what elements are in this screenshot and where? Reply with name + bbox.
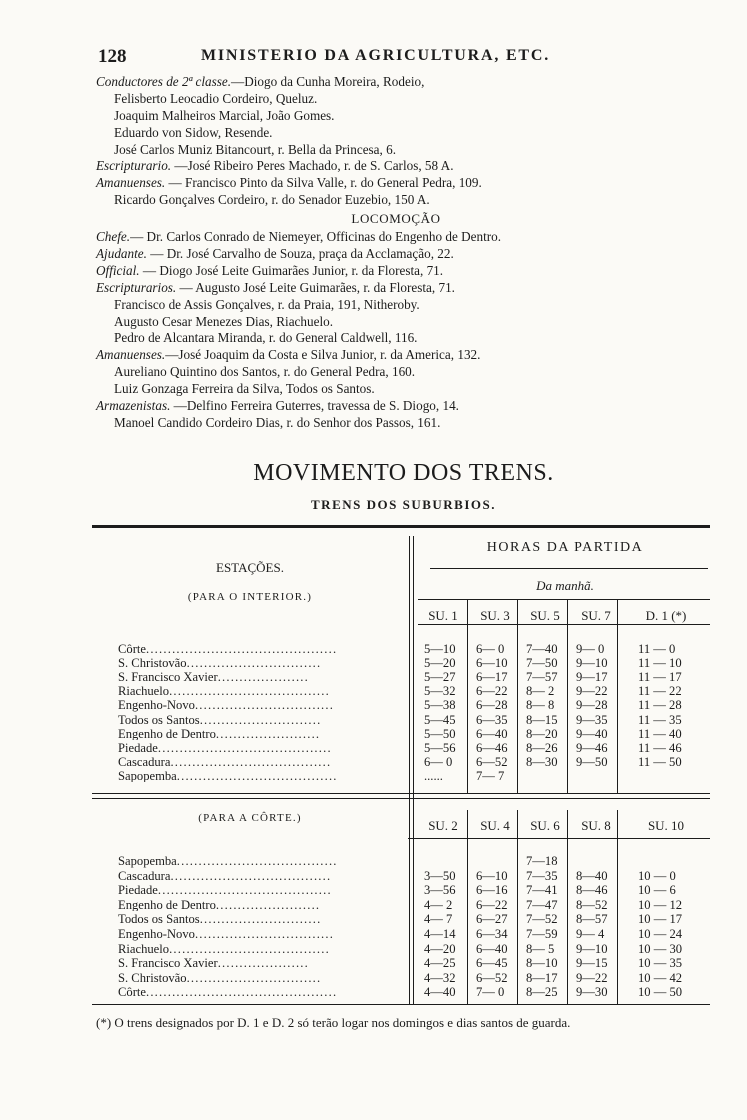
departure-time: 7—35 [526, 868, 558, 883]
departure-time: 6—52 [476, 754, 508, 769]
morning-label: Da manhã. [536, 578, 594, 593]
departure-time: 11 — 40 [638, 726, 682, 741]
column-divider [567, 810, 568, 1004]
station-label: S. Christovão [118, 657, 187, 670]
station-name [118, 943, 408, 956]
station-label: Engenho de Dentro [118, 898, 216, 912]
departure-time: 5—10 [424, 642, 456, 656]
station-label: Cascadura [118, 869, 171, 883]
departure-time: 9—22 [576, 684, 608, 699]
staff-line-text: Aureliano Quintino dos Santos, r. do General Pedra, 160. [114, 364, 416, 380]
station-name [118, 685, 408, 698]
station-label: Côrte [118, 986, 146, 999]
running-title: MINISTERIO DA AGRICULTURA, ETC. [201, 47, 551, 64]
departure-time: 6— 0 [476, 642, 505, 656]
leader-dots: ................................ [194, 928, 335, 941]
departure-time: 10 — 6 [638, 883, 676, 898]
departure-time: 7—59 [526, 927, 558, 941]
departure-time: 4— 2 [424, 897, 453, 912]
departure-time: 10 — 50 [638, 985, 683, 1000]
station-label: Sapopemba [118, 769, 177, 783]
staff-role-label: Escripturario. [96, 158, 172, 174]
departure-time: 9—10 [576, 656, 608, 671]
departure-time: 10 — 0 [638, 868, 676, 883]
departure-time: 9—35 [576, 712, 608, 727]
staff-line [96, 229, 656, 246]
station-name [118, 643, 408, 656]
departure-time: 6—46 [476, 740, 508, 755]
staff-list-part-2 [96, 229, 656, 432]
departure-time: 9— 4 [576, 927, 605, 941]
leader-dots: ........................................ [157, 884, 332, 897]
departure-time: 5—38 [424, 698, 456, 713]
column-header: SU. 2 [428, 818, 458, 833]
stations-divider-rule-b [413, 536, 414, 1004]
staff-line-text: — Dr. Carlos Conrado de Niemeyer, Officinas do Engenho de Dentro. [130, 229, 502, 245]
cols2-bottom-rule [408, 838, 710, 839]
footnote: (*) O trens designados por D. 1 e D. 2 só terão logar nos domingos e dias santos de guarda. [96, 1015, 571, 1030]
direction-interior-label: (PARA O INTERIOR.) [187, 591, 313, 603]
station-name [118, 714, 408, 727]
staff-line [96, 263, 656, 280]
staff-line-text: Felisberto Leocadio Cordeiro, Queluz. [114, 90, 318, 106]
departure-time: 9—28 [576, 698, 608, 713]
staff-line [96, 91, 656, 108]
station-label: Todos os Santos [118, 913, 200, 926]
departure-time: 11 — 10 [638, 656, 682, 671]
departure-time: 6— 0 [424, 754, 453, 769]
page-header [98, 46, 638, 70]
station-name [118, 957, 408, 970]
departure-time: 5—32 [424, 684, 456, 699]
departure-time: 6—22 [476, 684, 508, 699]
station-label: Côrte [118, 643, 146, 656]
leader-dots: ..................................... [176, 855, 338, 868]
departure-time: 8— 2 [526, 684, 555, 699]
departure-time: 9—40 [576, 726, 608, 741]
staff-line-text: Augusto Cesar Menezes Dias, Riachuelo. [114, 313, 334, 329]
staff-list-part-1 [96, 74, 656, 209]
leader-dots: ........................ [215, 898, 321, 912]
station-name [118, 699, 408, 712]
column-divider [467, 600, 468, 793]
departure-time: 7—40 [526, 642, 558, 656]
column-header: D. 1 (*) [645, 608, 687, 623]
departure-time: 9—22 [576, 970, 608, 985]
departure-time: 5—56 [424, 740, 456, 755]
staff-role-label: Ajudante. [96, 246, 147, 262]
hours-rule [430, 568, 708, 569]
station-name [118, 770, 408, 783]
staff-line [96, 330, 656, 347]
departure-time: 6—17 [476, 670, 508, 685]
staff-line [96, 280, 656, 297]
stations-header: ESTAÇÕES. [216, 560, 284, 575]
departure-time: 10 — 42 [638, 970, 683, 985]
station-label: Riachuelo [118, 942, 170, 956]
departure-time: 8—15 [526, 712, 558, 727]
departure-time: 4—25 [424, 956, 456, 971]
departure-time: 9—30 [576, 985, 608, 1000]
staff-line [96, 74, 656, 91]
departure-time: 6—10 [476, 868, 508, 883]
station-label: Engenho-Novo [118, 928, 195, 941]
station-name [118, 756, 408, 769]
leader-dots: ............................ [199, 713, 322, 727]
departure-time: 6—22 [476, 897, 508, 912]
station-label: Piedade [118, 741, 158, 755]
departure-time: 3—50 [424, 868, 456, 883]
station-label: Sapopemba [118, 855, 177, 868]
staff-line-text: Joaquim Malheiros Marcial, João Gomes. [114, 107, 335, 123]
departure-time: 10 — 17 [638, 912, 683, 927]
cols1-bottom-rule [418, 624, 710, 625]
staff-line-text: — Diogo José Leite Guimarães Junior, r. da Floresta, 71. [139, 262, 444, 278]
departure-time: 5—20 [424, 656, 456, 671]
departure-time: 4—20 [424, 941, 456, 956]
leader-dots: ..................................... [170, 755, 332, 769]
staff-role-label: Conductores de 2ª classe. [96, 74, 232, 89]
departure-time: 9—15 [576, 956, 608, 971]
station-label: Riachuelo [118, 685, 170, 698]
column-header: SU. 10 [647, 818, 685, 833]
leader-dots: ..................................... [176, 769, 338, 783]
station-name [118, 884, 408, 897]
staff-role-label: Amanuenses. [96, 347, 166, 363]
departure-time: 11 — 50 [638, 754, 682, 769]
staff-line [96, 192, 656, 209]
staff-line [96, 381, 656, 398]
departure-time: 9—46 [576, 740, 608, 755]
departure-time: 7—47 [526, 897, 558, 912]
leader-dots: ................................ [194, 699, 335, 712]
departure-time: 8—26 [526, 740, 558, 755]
station-label: S. Christovão [118, 971, 187, 985]
departure-time: 3—56 [424, 883, 456, 898]
staff-line-text: — Augusto José Leite Guimarães, r. da Floresta, 71. [176, 279, 455, 295]
column-header: SU. 4 [480, 818, 510, 833]
staff-role-label: Escripturarios. [96, 279, 177, 295]
leader-dots: ............................... [186, 971, 322, 985]
mid-rule-b [92, 798, 710, 799]
departure-time: 8— 5 [526, 941, 555, 956]
departure-time: 7— 0 [476, 985, 505, 1000]
staff-line [96, 347, 656, 364]
leader-dots: ............................... [186, 657, 322, 670]
station-label: S. Francisco Xavier [118, 671, 218, 684]
departure-time: 7—41 [526, 883, 558, 898]
departure-time: 6—52 [476, 970, 508, 985]
departure-time: 6—40 [476, 726, 508, 741]
table-subtitle: TRENS DOS SUBURBIOS. [311, 497, 496, 512]
staff-line-text: Pedro de Alcantara Miranda, r. do General Caldwell, 116. [114, 330, 418, 346]
departure-time: 10 — 35 [638, 956, 683, 971]
departure-time: 5—27 [424, 670, 456, 685]
staff-line [96, 415, 656, 432]
staff-role-label: Armazenistas. [96, 398, 171, 414]
station-name [118, 728, 408, 741]
departure-time: 5—45 [424, 712, 456, 727]
departure-time: 6—10 [476, 656, 508, 671]
staff-line-text: —José Ribeiro Peres Machado, r. de S. Carlos, 58 A. [171, 158, 454, 174]
station-name [118, 972, 408, 985]
leader-dots: ..................... [217, 671, 310, 684]
departure-time: 8—30 [526, 754, 558, 769]
station-label: Cascadura [118, 755, 171, 769]
table-top-rule [92, 525, 710, 528]
column-header: SU. 6 [530, 818, 560, 833]
departure-time: 7—18 [526, 854, 558, 868]
departure-time: 8—20 [526, 726, 558, 741]
station-name [118, 986, 408, 999]
staff-line [96, 314, 656, 331]
column-divider [617, 600, 618, 793]
departure-time: 9—10 [576, 941, 608, 956]
departure-time: 8—10 [526, 956, 558, 971]
station-label: Piedade [118, 884, 158, 897]
departure-time: 11 — 35 [638, 712, 682, 727]
departure-time: 6—35 [476, 712, 508, 727]
station-name [118, 855, 408, 868]
station-name [118, 742, 408, 755]
departure-time: 7—52 [526, 912, 558, 927]
departure-time: 11 — 22 [638, 684, 682, 699]
station-name [118, 657, 408, 670]
leader-dots: ........................ [215, 727, 321, 741]
staff-line-text: Luiz Gonzaga Ferreira da Silva, Todos os Santos. [114, 381, 375, 397]
station-name [118, 899, 408, 912]
staff-line-text: —José Joaquim da Costa e Silva Junior, r. da America, 132. [165, 347, 481, 363]
departure-time: 7—50 [526, 656, 558, 671]
table-bottom-rule [92, 1004, 710, 1005]
staff-role-label: Official. [96, 262, 140, 278]
section-heading-locomocao: LOCOMOÇÃO [351, 211, 441, 227]
stations-divider-rule [409, 536, 410, 1004]
staff-line [96, 108, 656, 125]
departure-time: 10 — 30 [638, 941, 683, 956]
column-divider [517, 810, 518, 1004]
staff-line-text: — Dr. José Carvalho de Souza, praça da Acclamação, 22. [146, 246, 454, 262]
station-label: S. Francisco Xavier [118, 957, 218, 970]
staff-line-text: José Carlos Muniz Bitancourt, r. Bella da Princesa, 6. [114, 141, 397, 157]
leader-dots: ............................ [199, 913, 322, 926]
departure-time: 11 — 28 [638, 698, 682, 713]
departure-time: 8—17 [526, 970, 558, 985]
station-label: Todos os Santos [118, 713, 200, 727]
staff-list [96, 74, 656, 432]
departure-time: 5—50 [424, 726, 456, 741]
departure-time: 9—50 [576, 754, 608, 769]
departure-time: 4—14 [424, 927, 456, 941]
staff-line-text: —Delfino Ferreira Guterres, travessa de S. Diogo, 14. [170, 398, 459, 414]
staff-line [96, 364, 656, 381]
departure-time: 8—46 [576, 883, 608, 898]
departure-time: 6—40 [476, 941, 508, 956]
departure-time: 8—52 [576, 897, 608, 912]
hours-header: HORAS DA PARTIDA [486, 540, 644, 555]
station-name [118, 671, 408, 684]
departure-time: 11 — 17 [638, 670, 682, 685]
staff-line [96, 246, 656, 263]
staff-line-text: Manoel Candido Cordeiro Dias, r. do Senhor dos Passos, 161. [114, 414, 441, 430]
staff-line [96, 142, 656, 159]
departure-time: 8—57 [576, 912, 608, 927]
departure-time: ...... [424, 768, 443, 783]
column-header: SU. 1 [428, 608, 458, 623]
departure-time: 4—40 [424, 985, 456, 1000]
departure-time: 9—17 [576, 670, 608, 685]
station-label: Engenho-Novo [118, 699, 195, 712]
departure-time: 8—25 [526, 985, 558, 1000]
departure-time: 4— 7 [424, 912, 453, 927]
departure-time: 6—45 [476, 956, 508, 971]
departure-time: 6—34 [476, 927, 508, 941]
departure-time: 7— 7 [476, 768, 505, 783]
staff-line-text: —Diogo da Cunha Moreira, Rodeio, [231, 74, 425, 89]
departure-time: 6—27 [476, 912, 508, 927]
staff-line-text: Francisco de Assis Gonçalves, r. da Praia, 191, Nitheroby. [114, 296, 420, 312]
departure-time: 11 — 46 [638, 740, 682, 755]
departure-time: 8—40 [576, 868, 608, 883]
page-number: 128 [98, 46, 127, 67]
direction-corte-label: (PARA A CÔRTE.) [198, 812, 302, 824]
staff-line [96, 158, 656, 175]
departure-time: 9— 0 [576, 642, 605, 656]
staff-line [96, 175, 656, 192]
column-header: SU. 3 [480, 608, 510, 623]
station-label: Engenho de Dentro [118, 727, 216, 741]
departure-time: 8— 8 [526, 698, 555, 713]
leader-dots: ..................................... [170, 869, 332, 883]
table-title: MOVIMENTO DOS TRENS. [253, 460, 554, 486]
station-name [118, 913, 408, 926]
leader-dots: ........................................ [157, 741, 332, 755]
leader-dots: ..................................... [169, 942, 330, 956]
staff-line-text: — Francisco Pinto da Silva Valle, r. do General Pedra, 109. [165, 175, 482, 191]
leader-dots: ..................... [217, 957, 310, 970]
station-name [118, 870, 408, 883]
staff-line-text: Ricardo Gonçalves Cordeiro, r. do Senador Euzebio, 150 A. [114, 192, 430, 208]
departure-time: 6—16 [476, 883, 508, 898]
column-divider [467, 810, 468, 1004]
column-divider [617, 810, 618, 1004]
mid-rule-a [92, 793, 710, 794]
staff-line [96, 125, 656, 142]
column-divider [567, 600, 568, 793]
cols1-top-rule [418, 599, 710, 600]
staff-role-label: Amanuenses. [96, 175, 166, 191]
column-header: SU. 7 [581, 608, 611, 623]
staff-role-label: Chefe. [96, 229, 131, 245]
departure-time: 11 — 0 [638, 642, 676, 656]
departure-time: 4—32 [424, 970, 456, 985]
column-header: SU. 5 [530, 608, 560, 623]
staff-line [96, 398, 656, 415]
departure-time: 10 — 24 [638, 927, 683, 941]
departure-time: 7—57 [526, 670, 558, 685]
leader-dots: ............................................ [145, 986, 338, 999]
staff-line [96, 297, 656, 314]
leader-dots: ..................................... [169, 685, 330, 698]
column-divider [517, 600, 518, 793]
departure-time: 10 — 12 [638, 897, 683, 912]
station-name [118, 928, 408, 941]
departure-time: 6—28 [476, 698, 508, 713]
column-header: SU. 8 [581, 818, 611, 833]
leader-dots: ............................................ [145, 643, 338, 656]
staff-line-text: Eduardo von Sidow, Resende. [114, 124, 273, 140]
